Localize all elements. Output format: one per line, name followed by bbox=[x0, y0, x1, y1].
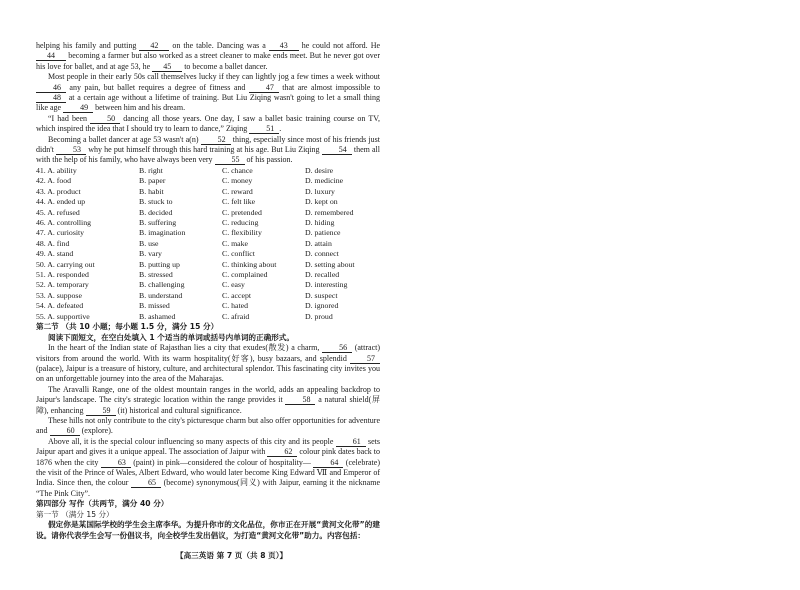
paragraph-pink-city: Above all, it is the special colour influencing so many aspects of this city and its people 61 sets Jaipur apart and gives it a unique appeal. The association of Jaipur with 62 colour pink dates back to 1876 when the city 63 (paint) in pink—considered the colour of hospitality— 64 (celebrate) the visit of the Prince of Wales, Albert Edward, who would later become King Edward Ⅶ and Emperor of India. Since then, the colour 65 (become) synonymous(同义) with Jaipur, earning it the nickname “The Pink City”. bbox=[36, 436, 381, 498]
option-cell: B. paper bbox=[139, 176, 166, 186]
option-cell: C. thinking about bbox=[222, 259, 277, 269]
option-cell: 52. A. temporary bbox=[36, 280, 89, 290]
option-cell: D. desire bbox=[305, 165, 334, 175]
blank-48: 48 bbox=[36, 93, 66, 103]
blank-63: 63 bbox=[101, 458, 131, 468]
blank-54: 54 bbox=[322, 145, 352, 155]
option-cell: C. money bbox=[222, 176, 253, 186]
option-cell: 42. A. food bbox=[36, 176, 72, 186]
paragraph-quote: “I had been 50 dancing all those years. One day, I saw a ballet basic training course on TV, which inspired the idea that I should try to learn to dance,” Ziqing 51 . bbox=[36, 113, 381, 134]
option-cell: 53. A. suppose bbox=[36, 290, 82, 300]
blank-47: 47 bbox=[249, 83, 279, 93]
option-cell: C. afraid bbox=[222, 311, 250, 321]
section-2-heading: 第二节 （共 10 小题；每小题 1.5 分，满分 15 分） bbox=[36, 321, 219, 331]
paragraph-fitness: Most people in their early 50s call themselves lucky if they can lightly jog a few times a week without 46 any pain, but ballet requires a degree of fitness and 47 that are almost impossible to 48 at a certain age without a lifetime of training. But Liu Ziqing wasn't going to let a small thing like age 49 between him and his dream. bbox=[36, 72, 381, 113]
option-cell: D. hiding bbox=[305, 217, 335, 227]
part-4-section-1: 第一节 （满分 15 分） bbox=[36, 509, 114, 519]
option-cell: D. luxury bbox=[305, 186, 335, 196]
option-cell: B. decided bbox=[139, 207, 173, 217]
option-cell: B. ashamed bbox=[139, 311, 176, 321]
blank-64: 64 bbox=[313, 458, 343, 468]
option-cell: C. conflict bbox=[222, 249, 255, 259]
option-cell: B. right bbox=[139, 165, 163, 175]
option-cell: 51. A. responded bbox=[36, 269, 89, 279]
blank-55: 55 bbox=[215, 155, 245, 165]
blank-51: 51 bbox=[249, 124, 279, 134]
blank-43: 43 bbox=[269, 41, 299, 51]
option-cell: C. easy bbox=[222, 280, 245, 290]
passage-continued: helping his family and putting 42 on the table. Dancing was a 43 he could not afford. He 44 becoming a farmer but also worked as a street cleaner to make ends meet. But he never got over his love for ballet, and at age 53, he 45 to become a ballet dancer. bbox=[36, 41, 381, 71]
blank-57: 57 bbox=[350, 354, 380, 364]
option-cell: C. accept bbox=[222, 290, 252, 300]
option-cell: C. chance bbox=[222, 165, 253, 175]
blank-59: 59 bbox=[86, 406, 116, 416]
option-cell: C. reducing bbox=[222, 217, 259, 227]
blank-60: 60 bbox=[50, 426, 80, 436]
blank-45: 45 bbox=[152, 62, 182, 72]
option-cell: B. stressed bbox=[139, 269, 173, 279]
blank-52: 52 bbox=[201, 135, 231, 145]
part-4-heading: 第四部分 写作（共两节，满分 40 分） bbox=[36, 499, 169, 509]
option-cell: D. medicine bbox=[305, 176, 344, 186]
option-cell: D. attain bbox=[305, 238, 332, 248]
option-cell: B. stuck to bbox=[139, 197, 173, 207]
option-cell: C. hated bbox=[222, 301, 248, 311]
blank-42: 42 bbox=[139, 41, 169, 51]
blank-46: 46 bbox=[36, 83, 66, 93]
page-footer: 【高三英语 第 7 页（共 8 页）】 bbox=[176, 551, 288, 560]
option-cell: 43. A. product bbox=[36, 186, 81, 196]
option-cell: 41. A. ability bbox=[36, 165, 77, 175]
option-cell: C. reward bbox=[222, 186, 253, 196]
blank-50: 50 bbox=[90, 114, 120, 124]
option-cell: D. interesting bbox=[305, 280, 348, 290]
answer-options-table bbox=[36, 166, 380, 322]
option-cell: D. remembered bbox=[305, 207, 354, 217]
option-cell: C. flexibility bbox=[222, 228, 262, 238]
option-cell: 50. A. carrying out bbox=[36, 259, 95, 269]
blank-56: 56 bbox=[322, 343, 352, 353]
option-cell: C. felt like bbox=[222, 197, 256, 207]
option-cell: 47. A. curiosity bbox=[36, 228, 85, 238]
option-cell: D. setting about bbox=[305, 259, 355, 269]
option-cell: D. suspect bbox=[305, 290, 338, 300]
paragraph-jaipur-intro: In the heart of the Indian state of Rajasthan lies a city that exudes(散发) a charm, 56 (attract) visitors from around the world. With its warm hospitality(好客), busy bazaars, and splendid 57 (palace), Jaipur is a treasure of history, culture, and architectural splendor. This fascinating city invites you on an unforgettable journey into the area of the Maharajas. bbox=[36, 343, 381, 384]
blank-61: 61 bbox=[336, 437, 366, 447]
option-cell: B. understand bbox=[139, 290, 183, 300]
option-cell: 49. A. stand bbox=[36, 249, 74, 259]
option-cell: B. suffering bbox=[139, 217, 177, 227]
blank-58: 58 bbox=[285, 395, 315, 405]
paragraph-aravalli: The Aravalli Range, one of the oldest mountain ranges in the world, adds an appealing backdrop to Jaipur's landscape. The city's strategic location within the range provides it 58 a natural shield(屏障), enhancing 59 (it) historical and cultural significance. bbox=[36, 384, 380, 415]
blank-53: 53 bbox=[56, 145, 86, 155]
option-cell: D. recalled bbox=[305, 269, 340, 279]
option-cell: D. connect bbox=[305, 249, 339, 259]
option-cell: D. ignored bbox=[305, 301, 339, 311]
option-cell: C. complained bbox=[222, 269, 268, 279]
blank-44: 44 bbox=[36, 51, 66, 61]
option-cell: 46. A. controlling bbox=[36, 217, 92, 227]
blank-49: 49 bbox=[63, 103, 93, 113]
option-cell: 44. A. ended up bbox=[36, 197, 86, 207]
option-cell: B. imagination bbox=[139, 228, 186, 238]
blank-62: 62 bbox=[267, 447, 297, 457]
option-cell: D. proud bbox=[305, 311, 333, 321]
paragraph-challenge: Becoming a ballet dancer at age 53 wasn't a(n) 52 thing, especially since most of his friends just didn't 53 why he put himself through this hard training at his age. But Liu Ziqing 54 them all with the help of his family, who have always been very 55 of his passion. bbox=[36, 134, 380, 165]
option-cell: B. vary bbox=[139, 249, 162, 259]
option-cell: 48. A. find bbox=[36, 238, 70, 248]
paragraph-hills: These hills not only contribute to the city's picturesque charm but also offer opportunities for adventure and 60 (explore). bbox=[36, 416, 380, 436]
option-cell: B. use bbox=[139, 238, 159, 248]
option-cell: D. patience bbox=[305, 228, 341, 238]
option-cell: 55. A. supportive bbox=[36, 311, 90, 321]
option-cell: B. putting up bbox=[139, 259, 180, 269]
writing-prompt: 假定你是某国际学校的学生会主席李华。为提升你市的文化品位，你市正在开展“黄河文化带”的建设。请你代表学生会写一份倡议书，向全校学生发出倡议，为打造“黄河文化带”助力。内容包括： bbox=[36, 520, 380, 541]
blank-65: 65 bbox=[131, 478, 161, 488]
section-2-instruction: 阅读下面短文，在空白处填入 1 个适当的单词或括号内单词的正确形式。 bbox=[48, 332, 294, 342]
option-cell: 45. A. refused bbox=[36, 207, 80, 217]
option-cell: C. pretended bbox=[222, 207, 262, 217]
option-cell: B. challenging bbox=[139, 280, 185, 290]
option-cell: B. habit bbox=[139, 186, 164, 196]
option-cell: C. make bbox=[222, 238, 248, 248]
option-cell: B. missed bbox=[139, 301, 170, 311]
option-cell: D. kept on bbox=[305, 197, 338, 207]
option-cell: 54. A. defeated bbox=[36, 301, 84, 311]
